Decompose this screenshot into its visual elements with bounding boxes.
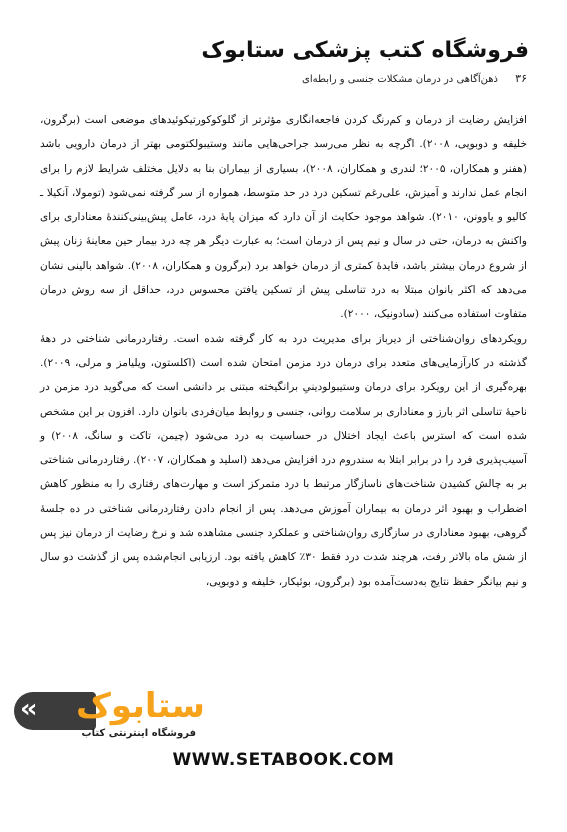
double-chevron-left-icon: ‹‹ xyxy=(20,694,34,724)
running-head xyxy=(230,72,527,85)
logo-wordmark: ستابوک xyxy=(76,686,205,726)
body-text xyxy=(40,108,527,594)
store-title: فروشگاه کتب پزشکی ستابوک xyxy=(201,38,529,63)
setabook-logo xyxy=(14,686,224,748)
website-url: WWW.SETABOOK.COM xyxy=(172,750,395,770)
paragraph-1: افزایش رضایت از درمان و کم‌رنگ کردن فاجعه‌انگاری مؤثرتر از گلوکوکورتیکوئیدهای موضعی است (برگرون، خلیفه و دوبویی، ۲۰۰۸). اگرچه به نظر می‌رسد جراحی‌هایی مانند وستیبولکتومی بهتر از درمان دارویی باشد (هفنر و همکاران، ۲۰۰۵؛ لندری و همکاران، ۲۰۰۸)، بسیاری از بیماران بنا به دلایل مختلف شرایط لازم را برای انجام عمل ندارند و آمیزش، علی‌رغم تسکین درد در حد متوسط، همواره از سر گرفته نمی‌شود (تومولا، آنکیلا ـ کالیو و یاوونن، ۲۰۱۰). شواهد موجود حکایت از آن دارد که میزان پایهٔ درد، عامل پیش‌بینی‌کنندهٔ معناداری برای واکنش به درمان، حتی در سال و نیم پس از درمان است؛ به عبارت دیگر هر چه درد بیمار حین معاینهٔ زنان پیش از شروع درمان بیشتر باشد، فایدهٔ کمتری از درمان خواهد برد (برگرون و همکاران، ۲۰۰۸). شواهد بالینی نشان می‌دهد که اکثر بانوان مبتلا به درد تناسلی پیش از تسکین یافتن محسوس درد، حداقل از سه روش درمان متفاوت استفاده می‌کنند (سادونیک، ۲۰۰۰). xyxy=(40,114,527,321)
page-number: ۳۶ xyxy=(515,72,527,85)
chapter-title: ذهن‌آگاهی در درمان مشکلات جنسی و رابطه‌ای xyxy=(302,74,498,85)
logo-tagline: فروشگاه اینترنتی کتاب xyxy=(81,728,196,739)
paragraph-2: رویکردهای روان‌شناختی از دیرباز برای مدیریت درد به کار گرفته شده است. رفتاردرمانی شناختی در دههٔ گذشته در کارآزمایی‌های متعدد برای درمان درد مزمن امتحان شده است (اکلستون، ویلیامز و مرلی، ۲۰۰۹). بهره‌گیری از این رویکرد برای درمان وستیبولودینیِ برانگیخته مبتنی بر دانشی است که می‌گوید درد مزمن در ناحیهٔ تناسلی اثر بارز و معناداری بر سلامت روانی، جنسی و روابط میان‌فردی بانوان دارد. افزون بر این مشخص شده است که استرس باعث ایجاد اختلال در حساسیت به درد می‌شود (چیمن، تاکت و سانگ، ۲۰۰۸) و آسیب‌پذیری فرد را در برابر ابتلا به سندروم درد افزایش می‌دهد (اسلید و همکاران، ۲۰۰۷). رفتاردرمانی شناختی بر به چالش کشیدن شناخت‌های ناسازگار مرتبط با درد متمرکز است و مهارت‌های رفتاری را به منظور کاهش اضطراب و بهبود اثر درمان به بیماران آموزش می‌دهد. پس از انجام دادن رفتاردرمانی شناختی در ده جلسهٔ گروهی، بهبود معناداری در سازگاری روان‌شناختی و عملکرد جنسی مشاهده شد و نرخ رضایت از درمان نیز پس از شش ماه بالاتر رفت، هرچند شدت درد فقط ۳۰٪ کاهش یافته بود. ارزیابی انجام‌شده پس از گذشت دو سال و نیم بیانگر حفظ نتایج به‌دست‌آمده بود (برگرون، بوئیکار، خلیفه و دوبویی، xyxy=(40,332,527,588)
